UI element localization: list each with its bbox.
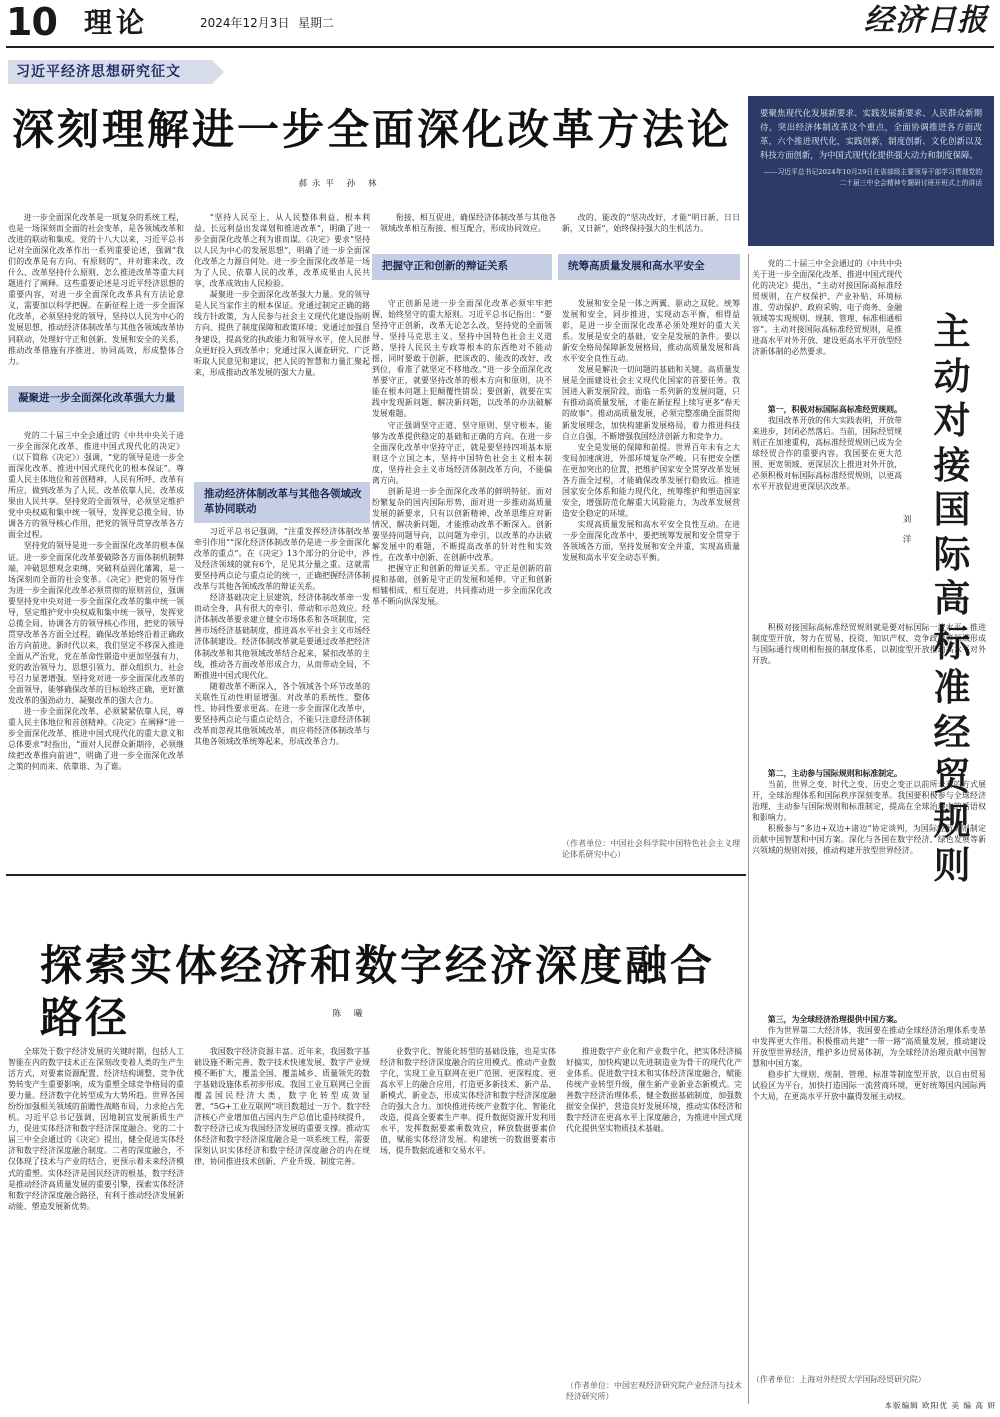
article1-quote-source: ——习近平总书记2024年10月29日在省部级主要领导干部学习贯彻党的二十届三中全会精神专题研讨班开班式上的讲话 [763,168,982,187]
article1-subhead-2: 推动经济体制改革与其他各领域改革协同联动 [194,482,370,523]
article3-byline: 陈 曦 [332,1009,368,1019]
article1-title: 深刻理解进一步全面深化改革方法论 [12,105,733,154]
paragraph: 稳步扩大规则、规制、管理、标准等制度型开放，以自由贸易试验区为平台，加快打造国际一流营商环境，更好统筹国内国际两个大局，在更高水平开放中赢得发展主动权。 [752,1070,986,1102]
paragraph: 推进数字产业化和产业数字化，把实体经济搞好搞实，加快构建以先进制造业为骨干的现代化产业体系。促进数字技术和实体经济深度融合，赋能传统产业转型升级，催生新产业新业态新模式。完善数字经济治理体系，健全数据基础制度，加强数据安全保护，营造良好发展环境，推动实体经济和数字经济在更高水平上深度融合，为推进中国式现代化提供坚实物质技术基础。 [566,1047,742,1134]
paragraph: 创新是进一步全面深化改革的鲜明特征。面对纷繁复杂的国内国际形势，面对进一步推动高质量发展的新要求，只有以创新精神、改革思维应对新情况、解决新问题，才能推动改革不断深入。创新要坚持问题导向，以问题为牵引，以改革的办法破解发展中的难题，不断提高改革的针对性和实效性，在改革中创新、在创新中改革。 [372,486,552,563]
paragraph: 积极参与“多边+双边+诸边”协定谈判，为国际经贸规则制定贡献中国智慧和中国方案。深化与各国在数字经济、绿色发展等新兴领域的规则对接，推动构建开放型世界经济。 [752,824,986,856]
paragraph: 积极对接国际高标准经贸规则就是要对标国际一流水平，推进制度型开放，努力在贸易、投资、知识产权、竞争政策等领域形成与国际通行规则相衔接的制度体系，以制度型开放推动高水平对外开放。 [752,623,986,666]
paragraph: 进一步全面深化改革是一项复杂的系统工程，也是一场深刻而全面的社会变革，是各领域改革和改进的联动和集成。党的十八大以来，习近平总书记对全面深化改革作出一系列重要论述，强调“我们的改革是有方向、有原则的”，并对谁来改、改什么、改革坚持什么原则、怎么推进改革等重大问题进行了阐释。这些重要论述是习近平经济思想的重要内容，对进一步全面深化改革具有方法论意义，需要加以科学把握。在新征程上进一步全面深化改革，必须坚持党的领导，坚持以人民为中心的发展思想，推动经济体制改革与其他各领域改革协同联动，处理好守正和创新、发展和安全的关系，推动改革措施有序推进、协同高效，形成整体合力。 [8,213,184,366]
article2-author-note: （作者单位：上海对外经贸大学国际经贸研究院） [752,1375,926,1384]
paragraph: 坚持党的领导是进一步全面深化改革的根本保证。进一步全面深化改革要破除各方面体制机制弊端，冲破思想观念束缚、突破利益固化藩篱，是一场深刻而全面的社会变革。《决定》把党的领导作为进一步全面深化改革必须贯彻的原则首位，强调要坚持党中央对进一步全面深化改革的集中统一领导，坚定维护党中央权威和集中统一领导，发挥党总揽全局、协调各方的领导核心作用，把党的领导贯穿改革各方面全过程，确保改革始终沿着正确政治方向前进。新时代以来，我们坚定不移深入推进全面从严治党，党在革命性锻造中更加坚强有力，党的政治领导力、思想引领力、群众组织力、社会号召力显著增强。坚持党对进一步全面深化改革的全面领导，能够确保改革的目标始终正确，更好激发改革的强劲动力、凝聚改革的强大合力。 [8,541,184,706]
article1-quote-box [748,96,994,246]
paragraph: 守正创新是进一步全面深化改革必须牢牢把握，始终坚守的重大原则。习近平总书记指出：“要坚持守正创新，改革无论怎么改，坚持党的全面领导、坚持马克思主义、坚持中国特色社会主义道路、坚持人民民主专政等根本的东西绝对不能动摇，同时要敢于创新，把该改的、能改的改好、改到位，看准了就坚定不移地改。”进一步全面深化改革要守正，就要坚持改革的根本方向和原则，决不能在根本问题上犯颠覆性错误；要创新，就要在实践中发现新问题、解决新问题，以改革的办法破解发展难题。 [372,299,552,419]
article2-subhead-2: 第二，主动参与国际规则和标准制定。 [767,769,902,778]
page-editors: 本版编辑 欧阳优 美 编 高 妍 [884,1401,996,1410]
paragraph: 习近平总书记强调，“注重发挥经济体制改革牵引作用”“深化经济体制改革仍是进一步全面深化改革的重点”。在《决定》13个部分的分论中，涉及经济领域的就有6个，足见其分量之重。这就需要坚持两点论与重点论的统一，正确把握经济体制改革与其他各领域改革的辩证关系。 [194,527,370,592]
article3-col2 [194,1046,370,1400]
article1-col2-bottom [194,526,370,864]
paragraph: 改的、能改的“坚决改好，才能“明日新，日日新，又日新”，始终保持强大的生机活力。 [562,213,740,234]
article1-col3-bottom [372,298,552,864]
article1-col1-bottom [8,430,184,864]
section-divider [6,874,746,876]
paragraph: 凝聚进一步全面深化改革强大力量。党的领导是人民当家作主的根本保证。党通过制定正确的路线方针政策，为人民参与社会主义现代化建设指明方向、提供了制度保障和政策环境；党通过加强自身建设，提高党的执政能力和领导水平，使人民群众更好投入到改革中；党通过深入调查研究、广泛听取人民意见和建议，把人民的智慧和力量汇聚起来，形成推动改革发展的强大力量。 [194,290,370,377]
paragraph: 衔接、相互促进，确保经济体制改革与其他各领域改革相互衔接、相互配合，形成协同效应。 [380,213,556,234]
paragraph: 随着改革不断深入，各个领域各个环节改革的关联性互动性明显增强。对改革的系统性、整体性、协同性要求更高。在进一步全面深化改革中，要坚持两点论与重点论结合，不能只注意经济体制改革而忽视其他领域改革，而应将经济体制改革与其他各领域改革统筹起来，形成改革合力。 [194,681,370,746]
paragraph: 实现高质量发展和高水平安全良性互动。在进一步全面深化改革中，要把统筹发展和安全贯穿于各领域各方面，坚持发展和安全并重，实现高质量发展和高水平安全动态平衡。 [562,519,740,563]
article2-author: 刘洋 [902,515,912,545]
article2-part3 [752,1014,986,1370]
column-label: 习近平经济思想研究征文 [8,60,212,84]
column-divider [748,254,749,1404]
article1-col4-top [562,212,740,248]
article2-part1b [752,622,986,762]
article2-subhead-3: 第三，为全球经济治理提供中国方案。 [767,1015,902,1024]
paragraph: 我国改革开放的伟大实践表明，开放带来进步，封闭必然落后。当前，国际经贸规则正在加速重构，高标准经贸规则已成为全球经贸合作的重要内容。我国要在更大范围、更宽领域、更深层次上推进对外开放，必须积极对标国际高标准经贸规则，以更高水平开放促进更深层次改革。 [752,416,902,492]
paragraph: 进一步全面深化改革，必须紧紧依靠人民，尊重人民主体地位和首创精神。《决定》在阐释“进一步全面深化改革、推进中国式现代化的重大意义和总体要求”时指出，“面对人民群众新期待，必须继续把改革推向前进”，明确了进一步全面深化改革之策的何而来、依靠谁、为了谁。 [8,707,184,772]
paragraph: 作为世界第二大经济体，我国要在推动全球经济治理体系变革中发挥更大作用。积极推动共建“一带一路”高质量发展，推动建设开放型世界经济，维护多边贸易体制，为全球经济治理贡献中国智慧和中国方案。 [752,1026,986,1069]
paragraph: 把握守正和创新的辩证关系。守正是创新的前提和基础，创新是守正的发展和延伸。守正和创新相辅相成、相互促进，共同推动进一步全面深化改革不断向纵深发展。 [372,564,552,607]
article3-col1 [8,1046,184,1400]
paragraph: 守正强调坚守正道、坚守原则、坚守根本，能够为改革提供稳定的基础和正确的方向。在进一步全面深化改革中坚持守正，就是要坚持四项基本原则这个立国之本，坚持中国特色社会主义根本制度，坚持社会主义市场经济体制改革方向，不能偏离方向。 [372,420,552,485]
article1-col1-top [8,212,184,380]
article3-col4 [566,1046,742,1376]
article1-col4-bottom [562,298,740,834]
paragraph: 党的二十届三中全会通过的《中共中央关于进一步全面深化改革、推进中国式现代化的决定》（以下简称《决定》）强调，“党的领导是进一步全面深化改革、推进中国式现代化的根本保证”。尊重人民主体地位和首创精神，人民有所呼、改革有所应，做到改革为了人民、改革依靠人民、改革成果由人民共享。坚持党的全面领导，必须坚定维护党中央权威和集中统一领导，发挥党总揽全局、协调各方的领导核心作用，把党的领导贯穿改革各方面全过程。 [8,431,184,540]
article3-title: 探索实体经济和数字经济深度融合路径 [40,941,716,1042]
paragraph: 全球处于数字经济发展的关键时期，包括人工智能在内的数字技术正在深刻改变着人类的生产生活方式，对要素资源配置、经济结构调整、竞争优势转变产生重要影响，成为重塑全球竞争格局的重要力量。经济数字化转型成为大势所趋。世界各国纷纷加强相关领域的前瞻性战略布局，力求抢占先机。习近平总书记强调，因地制宜发展新质生产力，促进实体经济和数字经济深度融合。党的二十届三中全会通过的《决定》提出，健全促进实体经济和数字经济深度融合制度。二者的深度融合，不仅体现了技术与产业的结合，更预示着未来经济模式的重塑。实体经济是国民经济的根基，数字经济是推动经济高质量发展的重要引擎，探索实体经济和数字经济深度融合路径，有利于推动经济发展新动能、塑造发展新优势。 [8,1047,184,1211]
paragraph: 当前，世界之变、时代之变、历史之变正以前所未有的方式展开，全球治理体系和国际秩序深刻变革。我国要积极参与全球经济治理，主动参与国际规则和标准制定，提高在全球治理中的话语权和影响力。 [752,780,986,823]
article2-title: 主动对接国际高标准经贸规则 [933,310,971,887]
article3-col3 [380,1046,556,1400]
section-name: 理论 [84,6,149,39]
paragraph: “坚持人民至上，从人民整体利益、根本利益、长远利益出发谋划和推进改革”，明确了进一步全面深化改革之利为谁而谋。《决定》要求“坚持以人民为中心的发展思想”，明确了进一步全面深化改革之力源自何处。进一步全面深化改革是一场为了人民、依靠人民的改革，改革成果由人民共享，改革成效由人民检验。 [194,213,370,289]
article2-part2 [752,768,986,1008]
article1-subhead-4: 统筹高质量发展和高水平安全 [558,254,740,280]
paragraph: 我国数字经济资源丰富。近年来，我国数字基础设施不断完善、数字技术快速发展、数字产业规模不断扩大，覆盖全国、覆盖城乡、质量领先的数字基础设施体系初步形成。我国工业互联网已全面覆盖国民经济大类，数字化转型成效显著，“5G+工业互联网”项目数超过一万个。数字经济核心产业增加值占国内生产总值比重持续提升，数字经济已成为我国经济发展的重要支撑。推动实体经济和数字经济深度融合是一项系统工程，需要深刻认识实体经济和数字经济深度融合的内在规律，协同推进技术创新、产业升级、制度完善。 [194,1047,370,1167]
page-number: 10 [6,0,57,44]
paragraph: 发展是解决一切问题的基础和关键。高质量发展是全面建设社会主义现代化国家的首要任务。我国进入新发展阶段，面临一系列新的发展问题，只有推动高质量发展，才能在新征程上续写更多“春天的故事”。推动高质量发展，必须完整准确全面贯彻新发展理念，加快构建新发展格局，着力推进科技自立自强，不断增强我国经济创新力和竞争力。 [562,365,740,441]
paragraph: 发展和安全是一体之两翼、驱动之双轮。统筹发展和安全，同步推进，实现动态平衡，相得益彰，是进一步全面深化改革必须处理好的重大关系。发展是安全的基础，安全是发展的条件。要以新安全格局保障新发展格局，推动高质量发展和高水平安全良性互动。 [562,299,740,364]
article1-subhead-3: 把握守正和创新的辩证关系 [372,254,552,280]
header-rule [6,46,994,48]
article2-part1 [752,404,902,616]
article1-col2-top [194,212,370,476]
issue-weekday: 星期二 [298,16,335,30]
article3-author-note: （作者单位：中国宏观经济研究院产业经济与技术经济研究所） [566,1381,742,1402]
article1-col3-top [380,212,556,248]
article1-author-note: （作者单位：中国社会科学院中国特色社会主义理论体系研究中心） [562,839,740,860]
article1-quote: 要聚焦现代化发展新要求、实践发展新要求、人民群众新期待，突出经济体制改革这个重点，全面协调推进各方面改革，六个推进现代化，实践创新，制度创新、文化创新以及科技方面创新，为中国式现代化提供强大动力和制度保障。 [760,108,982,160]
paragraph: 安全是发展的保障和前提。世界百年未有之大变局加速演进，外部环境复杂严峻。只有把安全摆在更加突出的位置，把维护国家安全贯穿改革发展各方面全过程，才能确保改革发展行稳致远。推进国家安全体系和能力现代化，统筹维护和塑造国家安全，增强防范化解重大风险能力，为改革发展营造安全稳定的环境。 [562,442,740,518]
article1-byline: 郝永平 孙 林 [298,179,382,189]
article2-subhead-1: 第一，积极对标国际高标准经贸规则。 [767,405,902,414]
issue-date: 2024年12月3日 [200,16,290,30]
paragraph: 党的二十届三中全会通过的《中共中央关于进一步全面深化改革、推进中国式现代化的决定》提出，“主动对接国际高标准经贸规则，在产权保护、产业补贴、环境标准、劳动保护、政府采购、电子商务、金融领域等实现规则、规制、管理、标准相通相容”。主动对接国际高标准经贸规则，是推进高水平对外开放、建设更高水平开放型经济新体制的必然要求。 [752,259,902,357]
article2-intro [752,258,902,398]
newspaper-masthead: 经济日报 [864,3,988,38]
paragraph: 业数字化、智能化转型的基础设施，也是实体经济和数字经济深度融合的应用模式。推动产业数字化，实现工业互联网在更广范围、更深程度、更高水平上的融合应用，打造更多新技术、新产品、新模式、新业态，形成实体经济和数字经济深度融合的强大合力。加快推进传统产业数字化、智能化改造，提高全要素生产率。提升数据资源开发利用水平，发挥数据要素乘数效应，释放数据要素价值，赋能实体经济发展。构建统一的数据要素市场，提升数据流通和交易水平。 [380,1047,556,1156]
article1-subhead-1: 凝聚进一步全面深化改革强大力量 [8,386,184,412]
paragraph: 经济基础决定上层建筑，经济体制改革牵一发而动全身，具有很大的牵引、带动和示范效应。经济体制改革要求建立健全市场体系和各项制度，完善市场经济基础制度，推进高水平社会主义市场经济体制建设。经济体制改革就是要通过改革把经济体制改革和其他领域改革结合起来，紧扣改革的主线，推动各方面改革形成合力，从而带动全局，不断推进中国式现代化。 [194,593,370,680]
